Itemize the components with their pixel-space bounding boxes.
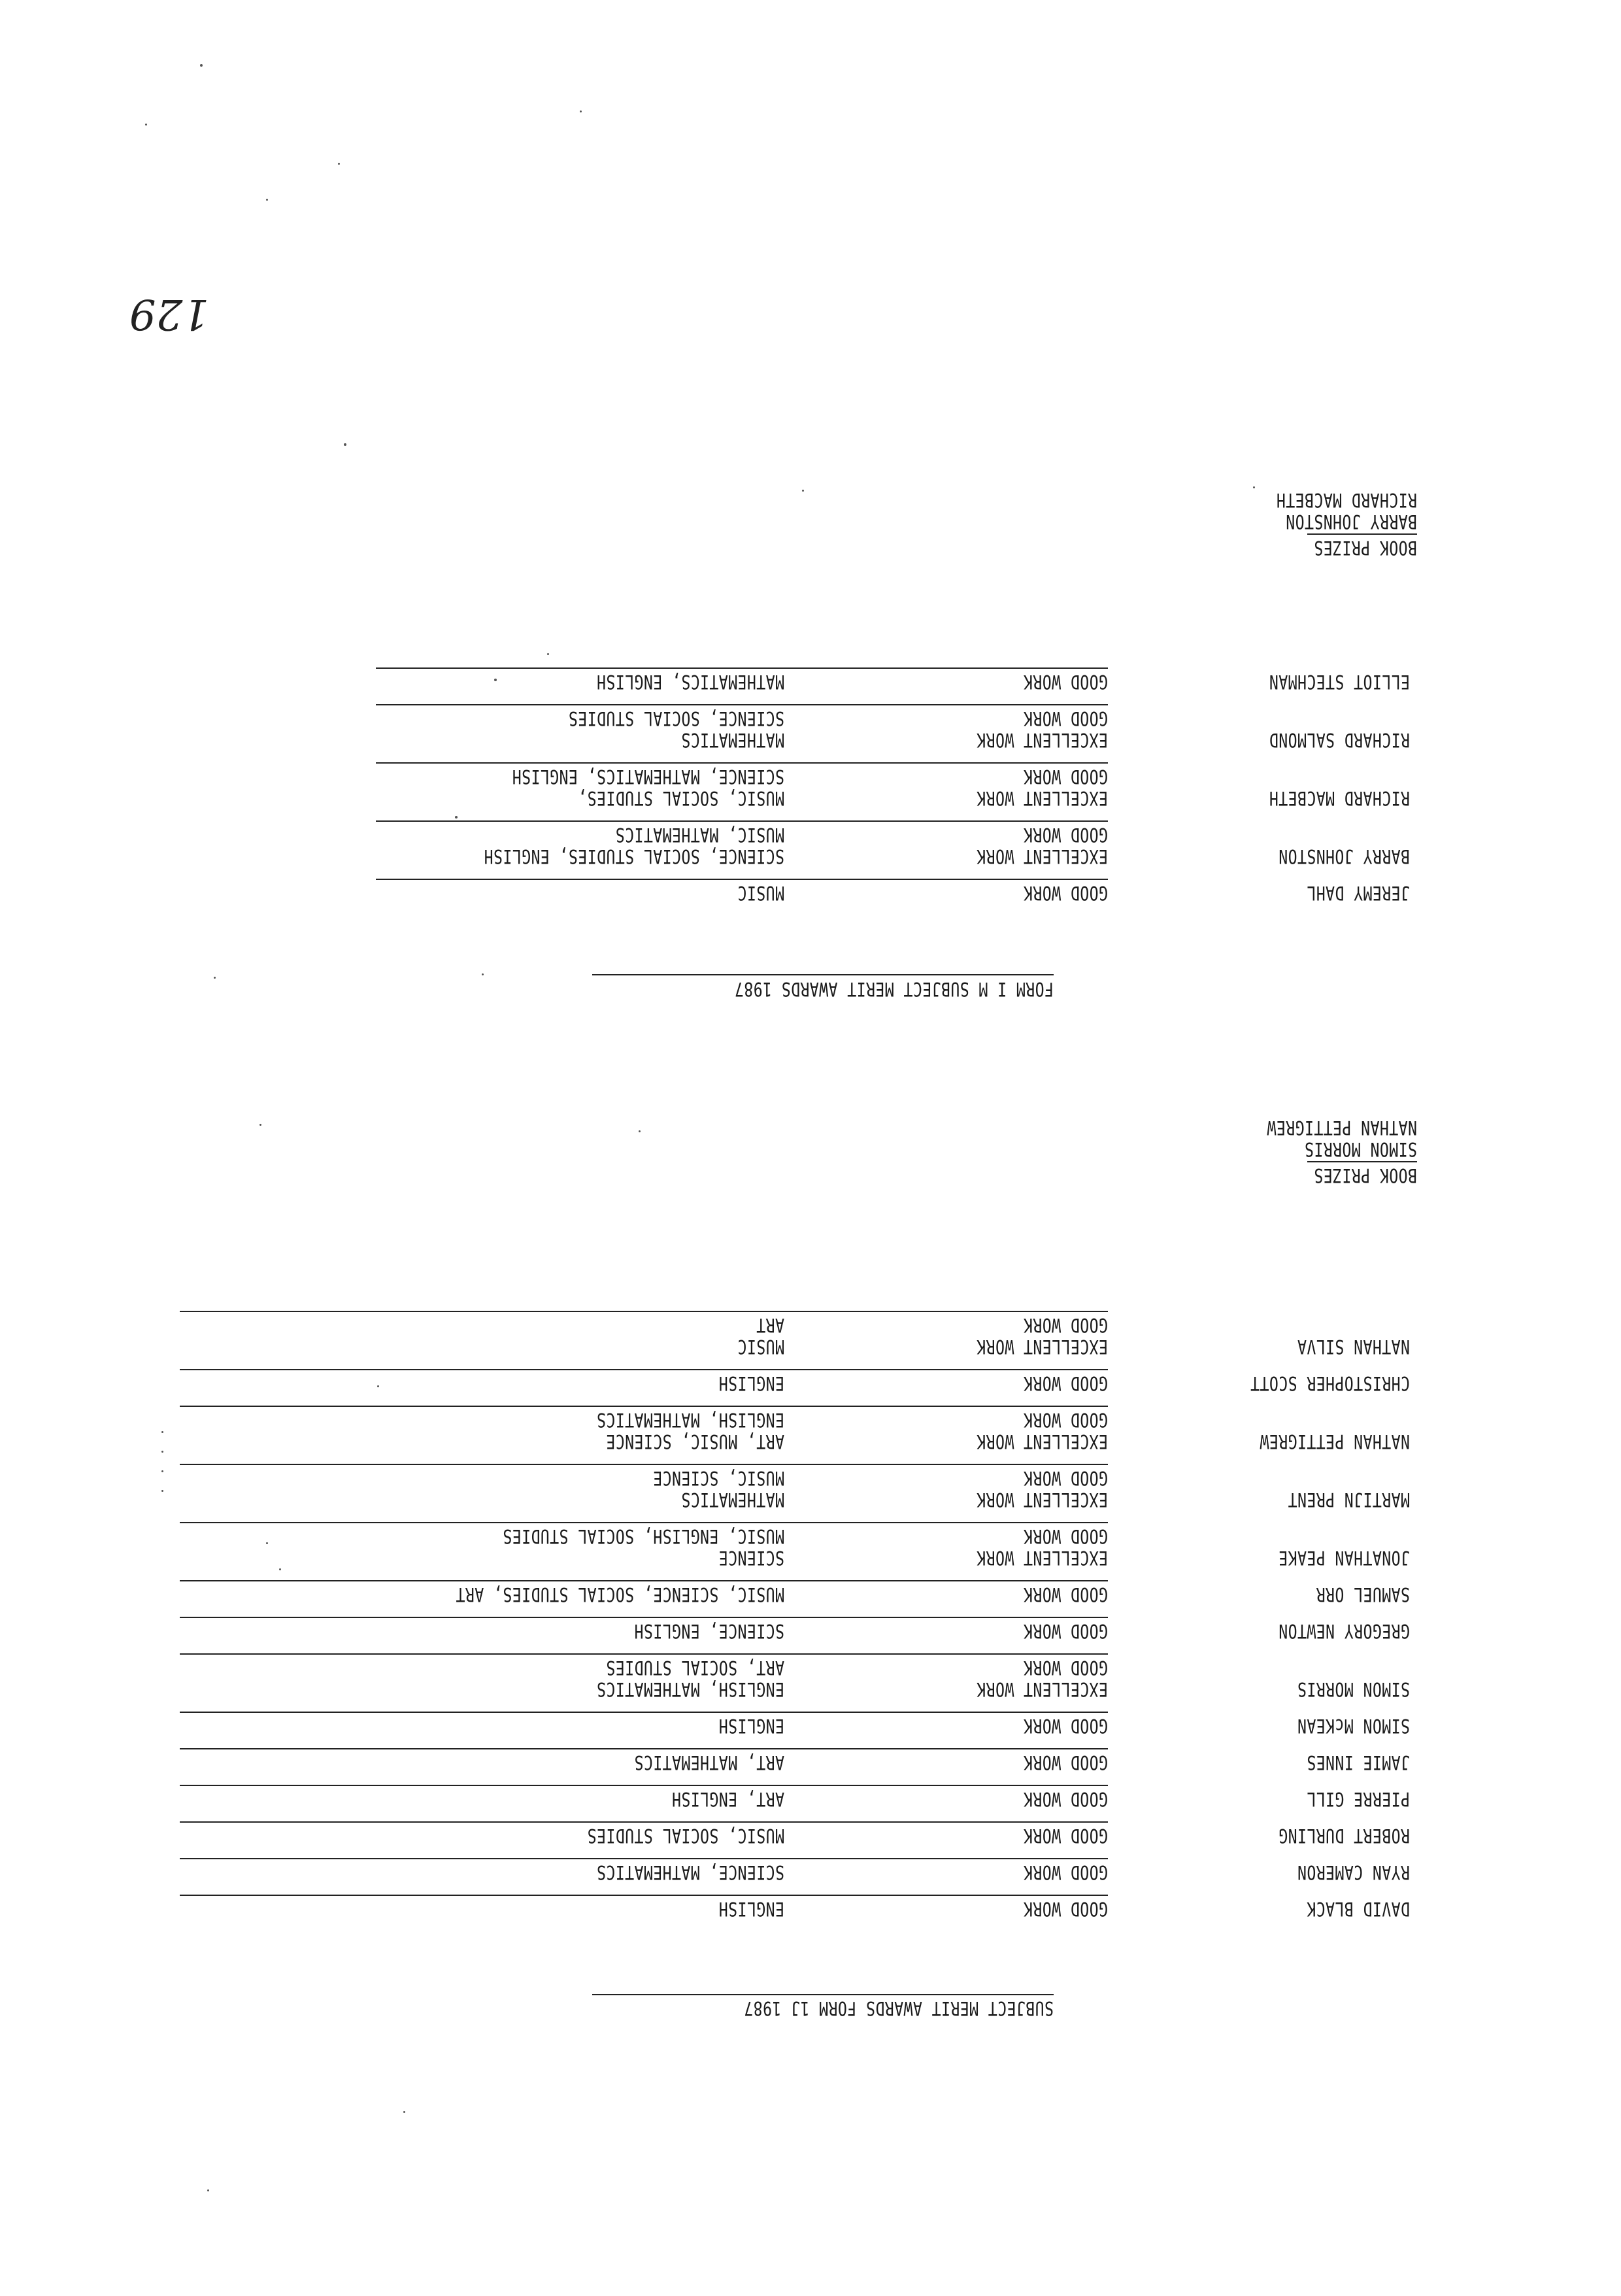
award-subjects: ART, MUSIC, SCIENCE [606,1430,784,1453]
handwritten-page-number: 129 [129,290,209,338]
student-name: PIERRE GILL [1306,1788,1410,1810]
award-level: GOOD WORK [1023,1861,1108,1883]
student-name: JEREMY DAHL [1306,882,1410,904]
award-subjects: SCIENCE, MATHEMATICS [596,1861,784,1883]
form-1j-title-rule [592,1994,1054,1995]
award-level: GOOD WORK [1023,1825,1108,1847]
row-rule [376,879,1108,880]
student-name: JONATHAN PEAKE [1278,1547,1410,1569]
book-prizes-rule [1307,533,1417,535]
row-rule [180,1821,1108,1823]
scan-speck [145,124,147,126]
row-rule [376,667,1108,669]
student-name: NATHAN SILVA [1297,1336,1410,1358]
student-name: NATHAN PETTIGREW [1260,1430,1410,1453]
award-subjects: SCIENCE [718,1547,784,1569]
scan-speck [482,973,484,975]
scan-speck [266,1542,268,1544]
award-level: GOOD WORK [1023,1898,1108,1920]
award-subjects: MUSIC [737,1336,784,1358]
row-rule [180,1311,1108,1312]
student-name: SIMON MORRIS [1297,1678,1410,1700]
student-name: RICHARD SALMOND [1269,729,1410,751]
row-rule [180,1522,1108,1523]
award-subjects: SCIENCE, MATHEMATICS, ENGLISH [512,766,784,788]
form-1m-title-rule [592,974,1054,975]
form-1m-title: FORM I M SUBJECT MERIT AWARDS 1987 [734,978,1054,1000]
award-level: EXCELLENT WORK [976,1547,1108,1569]
award-level: GOOD WORK [1023,882,1108,904]
scan-speck [455,816,458,819]
row-rule [376,820,1108,822]
form-1j-title: SUBJECT MERIT AWARDS FORM 1J 1987 [743,1997,1054,2019]
award-subjects: MUSIC [737,882,784,904]
book-prizes-heading: BOOK PRIZES [1313,537,1417,559]
award-level: EXCELLENT WORK [976,787,1108,809]
row-rule [180,1369,1108,1370]
award-subjects: ENGLISH [718,1898,784,1920]
award-level: GOOD WORK [1023,766,1108,788]
award-subjects: MATHEMATICS [680,1489,784,1511]
scan-speck [494,679,497,681]
award-subjects: MUSIC, SCIENCE [652,1467,784,1489]
scan-speck [161,1431,163,1433]
award-subjects: MUSIC, ENGLISH, SOCIAL STUDIES [502,1525,784,1547]
award-subjects: MUSIC, SCIENCE, SOCIAL STUDIES, ART [456,1583,784,1606]
scan-speck [161,1490,163,1492]
award-subjects: SCIENCE, SOCIAL STUDIES [568,707,784,730]
student-name: SAMUEL ORR [1316,1583,1410,1606]
scan-speck [266,199,268,201]
row-rule [376,704,1108,705]
award-subjects: MUSIC, MATHEMATICS [615,824,784,846]
scan-speck [279,1568,281,1570]
award-level: GOOD WORK [1023,1788,1108,1810]
award-subjects: MUSIC, SOCIAL STUDIES, [577,787,784,809]
award-level: EXCELLENT WORK [976,845,1108,868]
row-rule [376,762,1108,764]
award-subjects: ART, ENGLISH [671,1788,784,1810]
scan-speck [259,1124,261,1126]
award-subjects: SCIENCE, SOCIAL STUDIES, ENGLISH [484,845,784,868]
award-level: GOOD WORK [1023,1372,1108,1394]
book-prizes-rule [1307,1161,1417,1162]
award-level: GOOD WORK [1023,824,1108,846]
row-rule [180,1712,1108,1713]
row-rule [180,1858,1108,1859]
award-level: GOOD WORK [1023,1467,1108,1489]
scan-speck [377,1385,379,1387]
award-subjects: ENGLISH, MATHEMATICS [596,1409,784,1431]
student-name: CHRISTOPHER SCOTT [1250,1372,1410,1394]
award-level: EXCELLENT WORK [976,1678,1108,1700]
award-subjects: MATHEMATICS [680,729,784,751]
student-name: ELLIOT STECHMAN [1269,671,1410,693]
award-level: EXCELLENT WORK [976,1430,1108,1453]
book-prize-name: RICHARD MACBETH [1276,489,1417,511]
student-name: JAMIE INNES [1306,1751,1410,1774]
row-rule [180,1617,1108,1618]
award-level: GOOD WORK [1023,671,1108,693]
row-rule [180,1785,1108,1786]
student-name: ROBERT DURLING [1278,1825,1410,1847]
award-subjects: ENGLISH [718,1715,784,1737]
scan-speck [161,1451,163,1453]
student-name: GREGORY NEWTON [1278,1620,1410,1642]
award-subjects: ART [756,1314,784,1336]
book-prizes-heading: BOOK PRIZES [1313,1164,1417,1187]
award-level: GOOD WORK [1023,1314,1108,1336]
award-level: GOOD WORK [1023,1583,1108,1606]
row-rule [180,1895,1108,1896]
award-subjects: MATHEMATICS, ENGLISH [596,671,784,693]
row-rule [180,1406,1108,1407]
award-subjects: MUSIC, SOCIAL STUDIES [587,1825,784,1847]
book-prize-name: SIMON MORRIS [1304,1138,1417,1160]
award-level: GOOD WORK [1023,707,1108,730]
award-level: GOOD WORK [1023,1715,1108,1737]
award-subjects: SCIENCE, ENGLISH [634,1620,784,1642]
student-name: DAVID BLACK [1306,1898,1410,1920]
student-name: RICHARD MACBETH [1269,787,1410,809]
award-subjects: ENGLISH [718,1372,784,1394]
award-level: EXCELLENT WORK [976,1489,1108,1511]
award-subjects: ART, MATHEMATICS [634,1751,784,1774]
scan-speck [161,1470,163,1472]
award-level: GOOD WORK [1023,1657,1108,1679]
row-rule [180,1653,1108,1655]
award-level: GOOD WORK [1023,1525,1108,1547]
scan-speck [207,2189,209,2191]
scan-speck [214,977,216,979]
award-subjects: ENGLISH, MATHEMATICS [596,1678,784,1700]
row-rule [180,1580,1108,1581]
row-rule [180,1748,1108,1749]
scan-speck [580,110,582,112]
book-prize-name: NATHAN PETTIGREW [1267,1117,1417,1139]
student-name: BARRY JOHNSTON [1278,845,1410,868]
book-prize-name: BARRY JOHNSTON [1285,511,1417,533]
award-level: EXCELLENT WORK [976,729,1108,751]
award-subjects: ART, SOCIAL STUDIES [606,1657,784,1679]
student-name: RYAN CAMERON [1297,1861,1410,1883]
scan-speck [200,64,203,67]
row-rule [180,1464,1108,1465]
scan-speck [1253,486,1255,488]
scan-speck [344,443,346,446]
scan-speck [802,490,804,492]
student-name: MARTIJN PRENT [1288,1489,1410,1511]
scan-speck [547,653,549,655]
scan-speck [403,2111,405,2113]
award-level: GOOD WORK [1023,1409,1108,1431]
scan-speck [639,1130,641,1132]
scan-speck [338,163,340,165]
award-level: GOOD WORK [1023,1620,1108,1642]
award-level: EXCELLENT WORK [976,1336,1108,1358]
student-name: SIMON McKEAN [1297,1715,1410,1737]
award-level: GOOD WORK [1023,1751,1108,1774]
